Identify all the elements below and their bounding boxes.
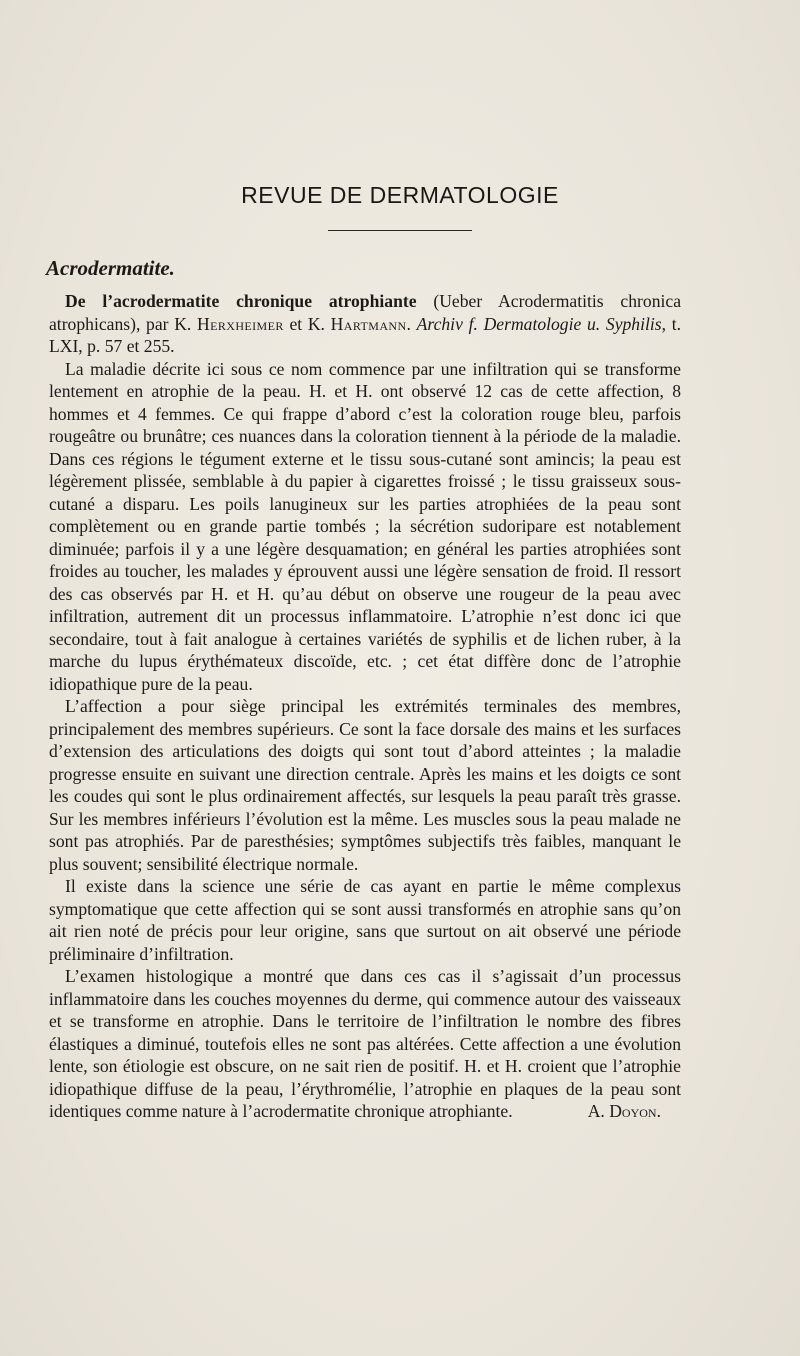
lede-and: et K. xyxy=(283,313,331,334)
article-lede xyxy=(49,290,681,358)
paragraph-3: Il existe dans la science une série de cas ayant en partie le même complexus symptomatique que cette affection qui se sont aussi transformés en atrophie sans qu’on ait rien noté de précis pour leur origine, sans que surtout on ait observé une période préliminaire d’infiltration. xyxy=(49,876,681,964)
title-rule xyxy=(328,230,472,231)
paragraph-1: La maladie décrite ici sous ce nom commence par une infiltration qui se transforme lentement en atrophie de la peau. H. et H. ont observé 12 cas de cette affection, 8 hommes et 4 femmes. Ce qui frappe d’abord c’est la coloration rouge bleu, parfois rougeâtre ou brunâtre; ces nuances dans la coloration tiennent à la période de la maladie. Dans ces régions le tégument externe et le tissu sous-cutané sont amincis; la peau est légèrement plissée, semblable à du papier à cigarettes froissé ; le tissu graisseux sous-cutané a disparu. Les poils lanugineux sur les parties atrophiées de la peau sont complètement ou en grande partie tombés ; la sécrétion sudoripare est notablement diminuée; parfois il y a une légère desquamation; en général les parties atrophiées sont froides au toucher, les malades y éprouvent aussi une légère sensation de froid. Il ressort des cas observés par H. et H. qu’au début on observe une rougeur de la peau avec infiltration, autrement dit un processus inflammatoire. L’atrophie n’est donc ici que secondaire, tout à fait analogue à certaines variétés de syphilis et de lichen ruber, à la marche du lupus érythémateux discoïde, etc. ; cet état diffère donc de l’atrophie idiopathique pure de la peau. xyxy=(49,358,681,694)
lede-text-1: (Ueber Acrodermatitis chronica atrophicans), par K. xyxy=(49,291,681,334)
journal-name: Archiv f. Dermatologie u. Syphilis xyxy=(416,313,662,334)
article-body xyxy=(49,290,681,1123)
paragraph-2: L’affection a pour siège principal les extrémités terminales des membres, principalement des membres supérieurs. Ce sont la face dorsale des mains et les surfaces d’extension des articulations des doigts qui sont tout d’abord atteintes ; la maladie progresse ensuite en suivant une direction centrale. Après les mains et les doigts ce sont les coudes qui sont le plus ordinairement affectés, sur lesquels la peau paraît très grasse. Sur les membres inférieurs l’évolution est la même. Les muscles sous la peau malade ne sont pas atrophiés. Par de paresthésies; symptômes subjectifs très faibles, manquant le plus souvent; sensibilité électrique normale. xyxy=(49,696,681,874)
author-2: Hartmann xyxy=(330,313,407,334)
citation: , t. LXI, p. 57 et 255. xyxy=(49,313,682,356)
paragraph-4: L’examen histologique a montré que dans ces cas il s’agissait d’un processus inflammatoire dans les couches moyennes du derme, qui commence autour des vaisseaux et se transforme en atrophie. Dans le territoire de l’infiltration le nombre des fibres élastiques a diminué, toutefois elles ne sont pas altérées. Cette affection a une évolution lente, son étiologie est obscure, on ne sait rien de positif. H. et H. croient que l’atrophie idiopathique diffuse de la peau, l’érythromélie, l’atrophie en plaques de la peau sont identiques comme nature à l’acrodermatite chronique atrophiante. xyxy=(49,966,681,1121)
section-heading: Acrodermatite. xyxy=(46,256,175,280)
author-1: Herxheimer xyxy=(197,313,284,334)
lede-period: . xyxy=(406,313,417,334)
signature: A. Doyon. xyxy=(587,1101,661,1121)
article-title: De l’acrodermatite chronique atrophiante xyxy=(65,291,417,311)
page-title: REVUE DE DERMATOLOGIE xyxy=(241,182,559,208)
